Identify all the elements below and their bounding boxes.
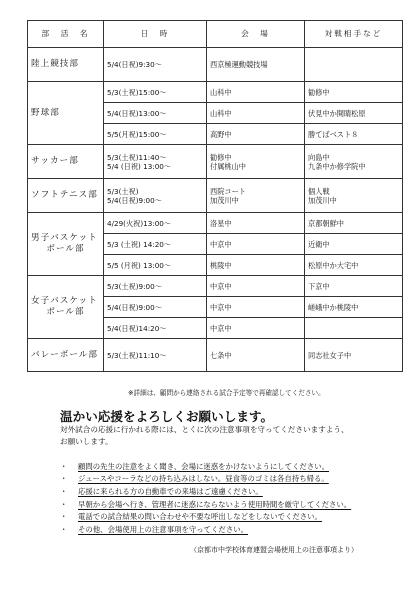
opponent-line: 松原中か大宅中 — [308, 260, 359, 270]
date-line: 5/4(日祝)9:00～ — [107, 302, 162, 312]
intro-line: 対外試合の応援に行かれる際には、とくに次の注意事項を守ってくださいますよう、 — [60, 425, 349, 434]
date-line: 5/3(土祝)15:00～ — [107, 87, 167, 97]
opponent-line: 下京中 — [308, 281, 330, 291]
bullet-icon: ・ — [60, 499, 68, 509]
venue-cell — [207, 297, 305, 318]
opponent-cell — [305, 318, 403, 339]
table-row — [28, 213, 403, 234]
club-name-line: ソフトテニス部 — [31, 190, 98, 201]
date-line: 4/29(火祝)13:00～ — [107, 218, 172, 228]
venue-line: 山科中 — [210, 87, 232, 97]
club-name — [28, 82, 104, 145]
bullet-icon: ・ — [60, 524, 68, 534]
date-cell — [104, 276, 207, 297]
rule-text: 顧問の先生の注意をよく聞き、会場に迷惑をかけないようにしてください。 — [78, 461, 329, 471]
venue-cell — [207, 82, 305, 103]
date-cell — [104, 234, 207, 255]
venue-cell — [207, 213, 305, 234]
venue-line: 七条中 — [210, 350, 232, 360]
table-row — [28, 339, 403, 372]
rule-item — [60, 473, 351, 486]
header-venue: 会 場 — [207, 21, 305, 48]
schedule-table — [27, 20, 403, 372]
date-cell — [104, 318, 207, 339]
rule-text: ジュースやコーラなどの持ち込みはしない。昼食等のゴミは各自持ち帰る。 — [78, 474, 329, 484]
rule-item — [60, 485, 351, 498]
date-line: 5/5(月祝)15:00～ — [107, 129, 167, 139]
header-club: 部 活 名 — [28, 21, 104, 48]
venue-cell — [207, 339, 305, 372]
table-row — [28, 145, 403, 179]
venue-line: 中京中 — [210, 239, 232, 249]
venue-cell — [207, 103, 305, 124]
venue-line: 高野中 — [210, 129, 232, 139]
bullet-icon: ・ — [60, 461, 68, 471]
venue-line: 勧修中 — [210, 152, 232, 162]
date-line: 5/3(土祝) — [107, 186, 139, 196]
venue-cell — [207, 234, 305, 255]
opponent-line: 九条中か修学院中 — [308, 161, 366, 171]
source-note: （京都市中学校体育連盟会場使用上の注意事項より） — [190, 546, 358, 554]
detail-note: ※詳細は、顧問から連絡される試合予定等で再確認してください。 — [128, 389, 325, 397]
opponent-line: 同志社女子中 — [308, 350, 352, 360]
club-name-line: 女子バスケット — [31, 296, 98, 307]
date-line: 5/4(日祝)9:00～ — [107, 195, 162, 205]
club-name-line: 男子バスケット — [31, 233, 98, 244]
date-line: 5/3(土祝)11:10～ — [107, 350, 167, 360]
rule-item — [60, 460, 351, 473]
opponent-line: 近衛中 — [308, 239, 330, 249]
club-name-line: ボール部 — [46, 307, 85, 317]
opponent-cell — [305, 213, 403, 234]
opponent-line: 勝てばベスト８ — [308, 129, 359, 139]
rule-item — [60, 510, 351, 523]
date-cell — [104, 124, 207, 145]
club-name — [28, 179, 104, 213]
club-name — [28, 339, 104, 372]
opponent-line: 加茂川中 — [308, 195, 337, 205]
opponent-cell — [305, 276, 403, 297]
club-name-line: 野球部 — [31, 107, 60, 118]
club-name — [28, 48, 104, 82]
schedule-body — [28, 48, 403, 372]
club-name — [28, 276, 104, 339]
opponent-line: 伏見中か開睛松原 — [308, 108, 366, 118]
opponent-cell — [305, 145, 403, 179]
bullet-icon: ・ — [60, 474, 68, 484]
table-row — [28, 48, 403, 82]
venue-line: 加茂川中 — [210, 195, 239, 205]
opponent-cell — [305, 339, 403, 372]
opponent-line: 個人戦 — [308, 186, 330, 196]
date-cell — [104, 213, 207, 234]
rule-text: 早朝から会場へ行き、管理者に迷惑にならないよう使用時間を厳守してください。 — [78, 499, 352, 509]
date-cell — [104, 145, 207, 179]
venue-line: 付属桃山中 — [210, 161, 246, 171]
bullet-icon: ・ — [60, 512, 68, 522]
venue-cell — [207, 179, 305, 213]
table-row — [28, 179, 403, 213]
venue-line: 中京中 — [210, 323, 232, 333]
intro-text — [60, 424, 349, 448]
table-row — [28, 276, 403, 297]
opponent-cell — [305, 48, 403, 82]
club-name — [28, 213, 104, 276]
headline: 温かい応援をよろしくお願いします。 — [60, 409, 274, 424]
date-line: 5/3 (土祝) 14:20～ — [107, 239, 172, 249]
rule-text: 応援に来られる方の自動車での来場はご遠慮ください。 — [78, 486, 263, 496]
opponent-line: 向島中 — [308, 152, 330, 162]
opponent-cell — [305, 103, 403, 124]
opponent-line: 勧修中 — [308, 87, 330, 97]
opponent-cell — [305, 124, 403, 145]
venue-line: 西京極運動競技場 — [210, 60, 268, 69]
club-name-line: 陸上競技部 — [31, 59, 79, 70]
bullet-icon: ・ — [60, 486, 68, 496]
rule-text: その他、会場使用上の注意事項を守ってください。 — [78, 524, 248, 534]
date-cell — [104, 82, 207, 103]
date-cell — [104, 179, 207, 213]
venue-line: 桃陵中 — [210, 260, 232, 270]
header-opponent: 対戦相手など — [305, 21, 403, 48]
venue-cell — [207, 145, 305, 179]
venue-line: 山科中 — [210, 108, 232, 118]
date-cell — [104, 48, 207, 82]
date-cell — [104, 103, 207, 124]
venue-line: 洛星中 — [210, 218, 232, 228]
opponent-cell — [305, 297, 403, 318]
date-line: 5/4 (日祝) 13:00～ — [107, 161, 172, 171]
date-line: 5/5 (月祝) 13:00～ — [107, 260, 172, 270]
intro-line: お願いします。 — [60, 437, 113, 446]
venue-line: 中京中 — [210, 302, 232, 312]
opponent-cell — [305, 82, 403, 103]
date-cell — [104, 339, 207, 372]
rules-list — [60, 460, 351, 536]
opponent-line: 京都朝鮮中 — [308, 218, 344, 228]
rule-item — [60, 523, 351, 536]
rule-item — [60, 498, 351, 511]
club-name-line: バレーボール部 — [31, 349, 98, 360]
venue-cell — [207, 255, 305, 276]
schedule-header-row — [28, 21, 403, 48]
venue-cell — [207, 318, 305, 339]
date-cell — [104, 297, 207, 318]
club-name-line: ボール部 — [46, 244, 85, 254]
date-line: 5/4(日祝)13:00～ — [107, 108, 167, 118]
date-line: 5/3(土祝)9:00～ — [107, 281, 162, 291]
opponent-line: 嵯峨中か桃陵中 — [308, 302, 359, 312]
venue-line: 中京中 — [210, 281, 232, 291]
venue-line: 西院コート — [210, 186, 246, 196]
date-line: 5/4(日祝)14:20～ — [107, 323, 167, 333]
venue-cell — [207, 276, 305, 297]
header-datetime: 日 時 — [104, 21, 207, 48]
date-line: 5/3(土祝)11:40～ — [107, 152, 167, 162]
table-row — [28, 82, 403, 103]
rule-text: 電話での試合結果の問い合わせや不要な呼出しなどをしないでください。 — [78, 512, 322, 522]
club-name — [28, 145, 104, 179]
date-line: 5/4(日祝)9:30～ — [107, 60, 162, 69]
venue-cell — [207, 48, 305, 82]
opponent-cell — [305, 234, 403, 255]
date-cell — [104, 255, 207, 276]
club-name-line: サッカー部 — [31, 156, 79, 167]
opponent-cell — [305, 255, 403, 276]
opponent-cell — [305, 179, 403, 213]
venue-cell — [207, 124, 305, 145]
